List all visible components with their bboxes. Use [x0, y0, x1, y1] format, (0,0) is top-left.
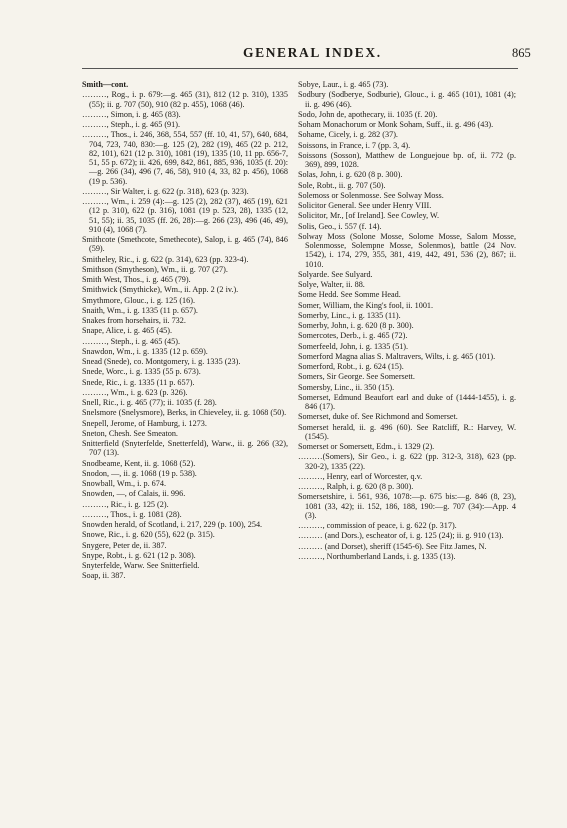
index-entry: Solway Moss (Solone Mosse, Solome Mosse, Salom Mosse, Solenmosse, Solempne Mosse, Solenmos), battle (24 Nov. 1542), i. 174, 279, 355, 381, 419, 442, 491, 536 (2), 867; ii. 1010. [298, 231, 516, 269]
index-entry: ………, commission of peace, i. g. 622 (p. 317). [298, 521, 457, 530]
index-entry: Snowball, Wm., i. p. 674. [82, 479, 166, 488]
index-entry: Solicitor General. See under Henry VIII. [298, 201, 432, 210]
index-entry: Snygere, Peter de, ii. 387. [82, 540, 167, 550]
index-entry: Somerset, duke of. See Richmond and Somerset. [298, 412, 458, 422]
index-entry: Smithcote (Smethcote, Smethecote), Salop, i. g. 465 (74), 846 (59). [82, 235, 288, 254]
index-entry: Sneton, Chesh. See Smeaton. [82, 428, 178, 438]
page-number: 865 [512, 46, 531, 60]
index-entry: Snawdon, Wm., i. g. 1335 (12 p. 659). [82, 346, 208, 356]
continued-heading: Smith—cont. [82, 80, 129, 89]
index-entry: ………, Thos., i. 246, 368, 554, 557 (ff. 10, 41, 57), 640, 684, 704, 723, 740, 830:—g. 125 (2), 282 (19), 465 (22 p. 212, 82, 101), 621 (12 p. 310), 1081 (19), 1335 (10, 11 pp. 656-7, 51, 55 p. 672); ii. 426, 699, 842, 861, 885, 936, 1035 (f. 20):—g. 266 (34), 496 (7, 46, 58), 910 (4, 33, 82 p. 456), 1068 (19 p. 536). [82, 130, 288, 186]
index-entry: Soissons, in France, i. 7 (pp. 3, 4). [298, 140, 411, 150]
page-title: GENERAL INDEX. [243, 45, 382, 60]
index-entry: Smythmore, Glouc., i. g. 125 (16). [82, 295, 196, 305]
index-entry: ………, Wm., i. g. 623 (p. 326). [82, 387, 188, 397]
index-entry: Solas, John, i. g. 620 (8 p. 300). [298, 170, 403, 180]
index-entry: Smithwick (Smythicke), Wm., ii. App. 2 (2 iv.). [82, 285, 239, 295]
index-entry: Snowden herald, of Scotland, i. 217, 229 (p. 100), 254. [82, 520, 263, 529]
index-entry: ………, Wm., i. 259 (4):—g. 125 (2), 282 (37), 465 (19), 621 (12 p. 310), 622 (p. 316), 1081 (19 p. 523, 28), 1335 (12, 51, 55); ii. 35, 1035 (ff. 26, 28):—g. 266 (23), 496 (46, 49), 910 (4), 1068 (7). [82, 197, 288, 234]
index-entry: Sobye, Laur., i. g. 465 (73). [298, 80, 389, 89]
index-entry: Smithson (Smytheson), Wm., ii. g. 707 (27). [82, 264, 228, 274]
index-entry: Snype, Robt., i. g. 621 (12 p. 308). [82, 550, 196, 560]
index-entry: Somers, Sir George. See Somersett. [298, 372, 415, 382]
index-entry: Snell, Ric., i. g. 465 (77); ii. 1035 (f. 28). [82, 398, 217, 407]
left-column [82, 80, 288, 582]
index-entry: Snelsmore (Snelysmore), Berks, in Chieveley, ii. g. 1068 (50). [82, 408, 287, 418]
index-entry: Somersby, Linc., ii. 350 (15). [298, 382, 395, 392]
index-entry: Soham Monachorum or Monk Soham, Suff., ii. g. 496 (43). [298, 120, 494, 129]
index-entry: Sole, Robt., ii. g. 707 (50). [298, 180, 386, 190]
index-entry: Smith West, Thos., i. g. 465 (79). [82, 275, 191, 284]
index-entry: ………(Somers), Sir Geo., i. g. 622 (pp. 312-3, 318), 623 (pp. 320-2), 1335 (22). [298, 452, 516, 471]
index-entry: ………, Steph., i. g. 465 (91). [82, 120, 181, 129]
index-entry: Snakes from horsehairs, ii. 732. [82, 316, 186, 325]
index-entry: Somersetshire, i. 561, 936, 1078:—p. 675 bis:—g. 846 (8, 23), 1081 (33, 42); ii. 152, 186, 188, 190:—g. 707 (34):—App. 4 (3). [298, 492, 516, 520]
index-entry: Some Hedd. See Somme Head. [298, 290, 401, 300]
index-entry: Snodbeame, Kent, ii. g. 1068 (52). [82, 458, 196, 468]
left-entry-list [82, 90, 288, 580]
index-entry: ………, Henry, earl of Worcester, q.v. [298, 471, 423, 481]
index-entry: Snowe, Ric., i. g. 620 (55), 622 (p. 315). [82, 530, 215, 540]
index-entry: Snede, Ric., i. g. 1335 (11 p. 657). [82, 377, 195, 387]
index-entry: Soap, ii. 387. [82, 571, 126, 581]
header-rule [82, 68, 518, 69]
index-entry: ………, Ric., i. g. 125 (2). [82, 499, 169, 509]
index-entry: ………, Rog., i. p. 679:—g. 465 (31), 812 (12 p. 310), 1335 (55); ii. g. 707 (50), 910 (82 p. 455), 1068 (46). [82, 90, 288, 109]
index-entry: Somerford, Robt., i. g. 624 (15). [298, 362, 404, 371]
index-entry: Snede, Worc., i. g. 1335 (55 p. 673). [82, 367, 201, 377]
index-entry: Somerset or Somersett, Edm., i. 1329 (2). [298, 442, 435, 451]
index-entry: Somerfeeld, John, i. g. 1335 (51). [298, 341, 409, 351]
index-entry: Somerset herald, ii. g. 496 (60). See Ratcliff, R.: Harvey, W. (1545). [298, 422, 516, 441]
index-entry: Solis, Geo., i. 557 (f. 14). [298, 221, 382, 231]
index-entry: ………, Simon, i. g. 465 (83). [82, 109, 181, 119]
index-entry: Solemoss or Solenmosse. See Solway Moss. [298, 190, 444, 200]
index-entry: Somerby, Linc., i. g. 1335 (11). [298, 310, 401, 320]
index-entry: ………, Sir Walter, i. g. 622 (p. 318), 623 (p. 323). [82, 186, 249, 196]
index-entry: ………, Steph., i. g. 465 (45). [82, 336, 181, 346]
index-entry: Snepell, Jerome, of Hamburg, i. 1273. [82, 418, 207, 428]
index-entry: Somer, William, the King's fool, ii. 1001. [298, 300, 434, 310]
index-entry: Somerby, John, i. g. 620 (8 p. 300). [298, 321, 414, 330]
index-entry: Solye, Walter, ii. 88. [298, 280, 365, 289]
index-entry: Snyterfelde, Warw. See Snitterfield. [82, 561, 200, 570]
index-entry: ………, Thos., i. g. 1081 (28). [82, 509, 182, 519]
index-entry: ……… (and Dorset), sheriff (1545-6). See Fitz James, N. [298, 541, 487, 551]
index-entry: Sohame, Cicely, i. g. 282 (37). [298, 130, 398, 140]
page-header [0, 44, 567, 64]
right-column [298, 80, 516, 562]
index-entry: Somerset, Edmund Beaufort earl and duke of (1444-1455), i. g. 846 (17). [298, 392, 516, 411]
index-entry: Snitterfield (Snyterfelde, Snetterfeld), Warw., ii. g. 266 (32), 707 (13). [82, 439, 288, 458]
index-entry: Sodbury (Sodberye, Sodburie), Glouc., i. g. 465 (101), 1081 (4); ii. g. 496 (46). [298, 90, 516, 109]
index-entry: Snaith, Wm., i. g. 1335 (11 p. 657). [82, 305, 198, 315]
index-entry: Solicitor, Mr., [of Ireland]. See Cowley, W. [298, 211, 440, 221]
index-entry: ……… (and Dors.), escheator of, i. g. 125 (24); ii. g. 910 (13). [298, 531, 504, 541]
index-entry: Snape, Alice, i. g. 465 (45). [82, 326, 173, 336]
index-entry: Snowden, —, of Calais, ii. 996. [82, 489, 186, 499]
index-entry: Somercotes, Derb., i. g. 465 (72). [298, 331, 408, 341]
index-entry: ………, Northumberland Lands, i. g. 1335 (13). [298, 551, 456, 561]
index-entry: Soissons (Sosson), Matthew de Longuejoue bp. of, ii. 772 (p. 369), 899, 1028. [298, 150, 516, 169]
index-entry: Snodon, —, ii. g. 1068 (19 p. 538). [82, 468, 197, 478]
index-entry: Somerford Magna alias S. Maltravers, Wilts, i. g. 465 (101). [298, 351, 496, 361]
index-entry: Snead (Snede), co. Montgomery, i. g. 1335 (23). [82, 357, 241, 366]
index-entry: Solyarde. See Sulyard. [298, 269, 373, 279]
right-entry-list [298, 80, 516, 561]
index-entry: ………, Ralph, i. g. 620 (8 p. 300). [298, 482, 414, 491]
index-entry: Sodo, John de, apothecary, ii. 1035 (f. 20). [298, 109, 438, 119]
index-entry: Smitheley, Ric., i. g. 622 (p. 314), 623 (pp. 323-4). [82, 254, 249, 264]
